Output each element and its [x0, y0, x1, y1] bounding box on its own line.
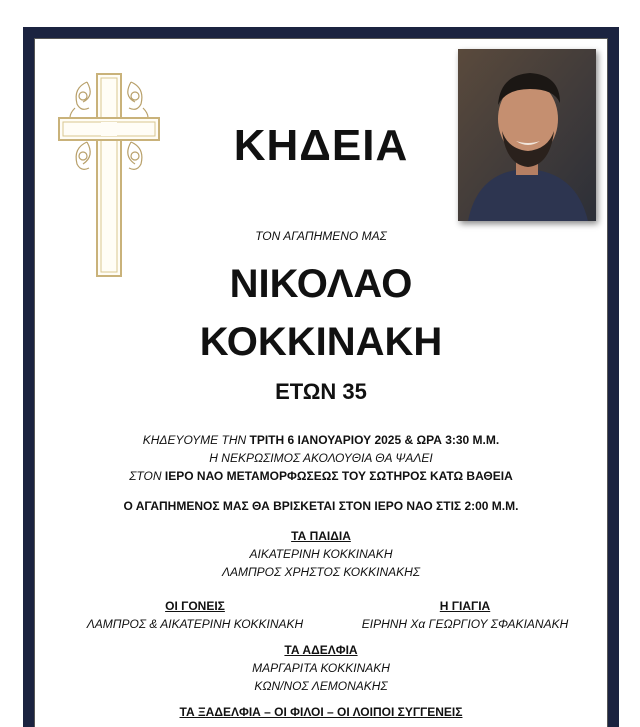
- sibling-name: ΚΩΝ/ΝΟΣ ΛΕΜΟΝΑΚΗΣ: [254, 679, 388, 693]
- notice-title: ΚΗΔΕΙΑ: [233, 121, 409, 170]
- deceased-age: ΕΤΩΝ 35: [275, 379, 367, 404]
- viewing-note: Ο ΑΓΑΠΗΜΕΝΟΣ ΜΑΣ ΘΑ ΒΡΙΣΚΕΤΑΙ ΣΤΟΝ ΙΕΡΟ ΝΑΟ ΣΤΙΣ 2:00 Μ.Μ.: [123, 499, 519, 513]
- service-location: ΙΕΡΟ ΝΑΟ ΜΕΤΑΜΟΡΦΩΣΕΩΣ ΤΟΥ ΣΩΤΗΡΟΣ ΚΑΤΩ ΒΑΘΕΙΑ: [164, 469, 513, 483]
- deceased-first-name: ΝΙΚΟΛΑΟ: [229, 262, 413, 306]
- service-location-line: [35, 469, 607, 483]
- children-heading: ΤΑ ΠΑΙΔΙΑ: [291, 529, 351, 543]
- service-date-prefix: ΚΗΔΕΥΟΥΜΕ ΤΗΝ: [142, 433, 250, 447]
- service-date: ΤΡΙΤΗ 6 ΙΑΝΟΥΑΡΙΟΥ 2025 & ΩΡΑ 3:30 Μ.Μ.: [249, 433, 500, 447]
- notice-body: [34, 38, 608, 727]
- service-location-prefix: ΣΤΟΝ: [129, 469, 165, 483]
- siblings-heading: ΤΑ ΑΔΕΛΦΙΑ: [284, 643, 358, 657]
- service-date-line: [35, 433, 607, 447]
- parents-block: [65, 599, 325, 631]
- service-line-2: Η ΝΕΚΡΩΣΙΜΟΣ ΑΚΟΛΟΥΘΙΑ ΘΑ ΨΑΛΕΙ: [209, 451, 433, 465]
- sibling-name: ΜΑΡΓΑΡΙΤΑ ΚΟΚΚΙΝΑΚΗ: [252, 661, 390, 675]
- child-name: ΛΑΜΠΡΟΣ ΧΡΗΣΤΟΣ ΚΟΚΚΙΝΑΚΗΣ: [221, 565, 421, 579]
- child-name: ΑΙΚΑΤΕΡΙΝΗ ΚΟΚΚΙΝΑΚΗ: [249, 547, 393, 561]
- deceased-last-name: ΚΟΚΚΙΝΑΚΗ: [199, 320, 443, 364]
- grandmother-heading: Η ΓΙΑΓΙΑ: [439, 599, 491, 613]
- other-relatives: ΤΑ ΞΑΔΕΛΦΙΑ – ΟΙ ΦΙΛΟΙ – ΟΙ ΛΟΙΠΟΙ ΣΥΓΓΕΝΕΙΣ: [179, 705, 463, 719]
- parents-names: ΛΑΜΠΡΟΣ & ΑΙΚΑΤΕΡΙΝΗ ΚΟΚΚΙΝΑΚΗ: [86, 617, 304, 631]
- grandmother-name: ΕΙΡΗΝΗ Χα ΓΕΩΡΓΙΟΥ ΣΦΑΚΙΑΝΑΚΗ: [361, 617, 569, 631]
- notice-frame: [23, 27, 619, 727]
- intro-text: ΤΟΝ ΑΓΑΠΗΜΕΝΟ ΜΑΣ: [255, 229, 387, 243]
- parents-heading: ΟΙ ΓΟΝΕΙΣ: [165, 599, 225, 613]
- grandmother-block: [335, 599, 595, 631]
- cross-icon: [57, 72, 161, 278]
